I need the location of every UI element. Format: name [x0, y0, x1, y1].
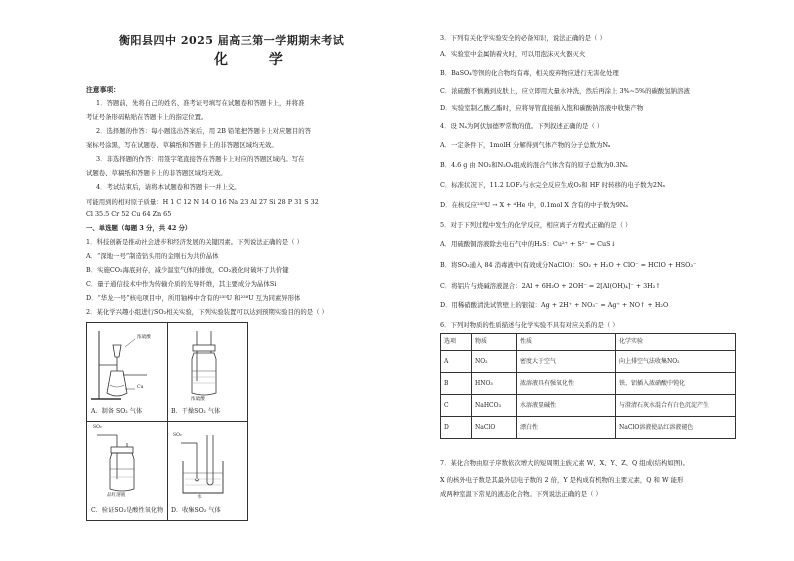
label-gas: SO₂ — [93, 425, 102, 430]
subject-title: 化 学 — [214, 52, 301, 68]
q5-option-c: C．将铝片与烧碱溶液混合：2Al + 6H₂O + 2OH⁻ = 2[Al(OH)₄]⁻ + 3H₂↑ — [440, 282, 661, 290]
table-cell: A — [441, 351, 472, 373]
q2-caption-a: A．制备 SO₂ 气体 — [91, 408, 143, 415]
q6-table — [440, 333, 736, 439]
notes-line: 考证号条形码粘贴在答题卡上的指定位置。 — [86, 113, 208, 121]
table-header-cell: 选项 — [441, 334, 472, 351]
table-row — [441, 417, 736, 439]
notes-line: 3．非选择题的作答：用签字笔直接答在答题卡上对应的答题区域内。写在 — [96, 155, 305, 163]
q2-caption-b: B．干燥SO₂ 气体 — [171, 408, 221, 415]
table-cell: NO₂ — [472, 351, 517, 373]
table-row — [441, 373, 736, 395]
q1-option-b: B．实施CO₂海底封存，减少温室气体的排放，CO₂液化时破坏了共价键 — [86, 266, 289, 274]
table-cell: 水溶液显碱性 — [517, 395, 616, 417]
q1-option-d: D．“华龙一号”核电项目中，所用铀棒中含有的²³⁵U 和²³⁸U 互为同素异形体 — [86, 294, 301, 302]
q1-option-c: C．量子通信技术中作为传输介质的光导纤维，其主要成分为晶体Si — [86, 280, 277, 288]
table-row — [441, 395, 736, 417]
q6-stem: 6．下列对物质的性质描述与化学实验不具有对应关系的是（ ） — [440, 321, 619, 329]
q4-option-a: A．一定条件下，1molH 分解得到气体产物的分子总数为Nₐ — [440, 141, 611, 149]
q2-cell-d — [167, 421, 247, 520]
q4-stem: 4．设 Nₐ为阿伏加德罗常数的值。下列叙述正确的是（ ） — [440, 122, 604, 130]
notes-line: 试题卷、草稿纸和答题卡上的非答题区域均无效。 — [86, 169, 227, 177]
notes-heading: 注意事项： — [86, 86, 120, 94]
q3-option-a: A．实验室中金属钠着火时，可以用泡沫灭火器灭火 — [440, 50, 586, 58]
section-heading: 一、单选题（每题 3 分，共 42 分） — [86, 224, 192, 232]
label-acid: 浓硫酸 — [137, 335, 151, 340]
label-gas: SO₂ — [173, 433, 182, 438]
table-header-row — [441, 334, 736, 351]
table-cell: NaClO溶液使品红溶液褪色 — [616, 417, 736, 439]
q4-option-d: D．在核反应²³⁵U → X + ⁴He 中，0.1mol X 含有的中子数为9Nₐ — [440, 201, 628, 209]
label-water: 水 — [197, 495, 202, 500]
q7-line: X 的核外电子数是其最外层电子数的 2 倍，Y 是构成有机物的主要元素，Q 和 W 能形 — [440, 476, 684, 484]
label-acid: 浓硫酸 — [191, 397, 205, 402]
table-header-cell: 物质 — [472, 334, 517, 351]
table-cell: D — [441, 417, 472, 439]
q4-option-c: C．标准状况下，11.2 LOF₂与水完全反应生成O₂和 HF 时转移的电子数为2Nₐ — [440, 181, 665, 189]
table-cell: 铁、铝插入浓硝酸中钝化 — [616, 373, 736, 395]
q2-caption-c: C．验证SO₂是酸性氧化物 — [91, 507, 164, 514]
q2-cell-c — [87, 421, 168, 520]
q3-option-b: B．BaSO₄等钡的化合物均有毒，相关废弃物应进行无害化处理 — [440, 69, 619, 77]
apparatus-c-drawing — [87, 421, 167, 505]
table-cell: 浓溶液具有强氧化性 — [517, 373, 616, 395]
table-row — [441, 351, 736, 373]
apparatus-b-drawing — [167, 323, 247, 407]
atomic-mass-line: Cl 35.5 Cr 52 Cu 64 Zn 65 — [86, 210, 172, 218]
q3-option-c: C．浓硫酸不慎溅到皮肤上，应立即用大量水冲洗，然后再涂上 3%~5%的碳酸氢钠溶液 — [440, 87, 690, 95]
table-cell: 密度大于空气 — [517, 351, 616, 373]
table-header-cell: 性质 — [517, 334, 616, 351]
table-cell: NaClO — [472, 417, 517, 439]
q7-line: 成两种室温下常见的液态化合物。下列说法正确的是（ ） — [440, 490, 602, 498]
q2-cell-b — [167, 323, 247, 422]
atomic-mass-line: 可能用到的相对原子质量：H 1 C 12 N 14 O 16 Na 23 Al 27 Si 28 P 31 S 32 — [86, 198, 319, 206]
table-cell: 漂白性 — [517, 417, 616, 439]
table-cell: 与澄清石灰水混合有白色沉淀产生 — [616, 395, 736, 417]
label-liquid: 品红溶液 — [107, 493, 126, 498]
q1-stem: 1．科技创新是推动社会进步和经济发展的关键因素。下列说法正确的是（ ） — [86, 238, 303, 246]
q5-option-b: B．将SO₂通入 84 消毒液中(有效成分NaClO)：SO₂ + H₂O + ClO⁻ = HClO + HSO₃⁻ — [440, 261, 697, 269]
label-cu: Cu — [137, 385, 144, 390]
q2-apparatus-grid — [86, 322, 248, 521]
q7-line: 7．某化合物由原子序数依次增大的短周期主族元素 W、X、Y、Z、Q 组成(结构如图)。 — [440, 459, 690, 467]
table-cell: HNO₃ — [472, 373, 517, 395]
q2-stem: 2．某化学兴趣小组进行SO₂相关实验，下列实验装置可以达到预期实验目的的是（ ） — [86, 308, 328, 316]
q5-option-a: A．用硫酸铜溶液除去电石气中的H₂S：Cu²⁺ + S²⁻ = CuS↓ — [440, 240, 616, 248]
notes-line: 4．考试结束后，请将本试题卷和答题卡一并上交。 — [96, 183, 241, 191]
q5-stem: 5．对于下列过程中发生的化学反应，相应离子方程式正确的是（ ） — [440, 221, 632, 229]
q4-option-b: B．4.6 g 由 NO₂和N₂O₄组成的混合气体含有的原子总数为0.3Nₐ — [440, 161, 628, 169]
notes-line: 1．答题前，先将自己的姓名、准考证号填写在试题卷和答题卡上，并将准 — [96, 99, 305, 107]
apparatus-a-drawing — [87, 323, 167, 407]
table-cell: 向上排空气法收集NO₂ — [616, 351, 736, 373]
q3-option-d: D．实验室制乙酸乙酯时，应将导管直接插入饱和碳酸钠溶液中收集产物 — [440, 104, 644, 112]
q5-option-d: D．用稀硝酸清洗试管壁上的银镜：Ag + 2H⁺ + NO₃⁻ = Ag⁺ + NO↑ + H₂O — [440, 301, 669, 309]
notes-line: 2．选择题的作答：每小题选出答案后，用 2B 铅笔把答题卡上对应题目的答 — [96, 127, 311, 135]
table-header-cell: 化学实验 — [616, 334, 736, 351]
q1-option-a: A．“深地一号”制造钻头用的金刚石为共价晶体 — [86, 252, 219, 260]
exam-title: 衡阳县四中 2025 届高三第一学期期末考试 — [119, 34, 345, 47]
table-cell: C — [441, 395, 472, 417]
q2-cell-a — [87, 323, 168, 422]
table-cell: B — [441, 373, 472, 395]
table-cell: NaHCO₃ — [472, 395, 517, 417]
notes-line: 案标号涂黑，写在试题卷、草稿纸和答题卡上的非答题区域均无效。 — [86, 141, 278, 149]
q3-stem: 3．下列有关化学实验安全的必备知识，说法正确的是（ ） — [440, 34, 606, 42]
q2-caption-d: D．收集SO₂ 气体 — [171, 507, 221, 514]
